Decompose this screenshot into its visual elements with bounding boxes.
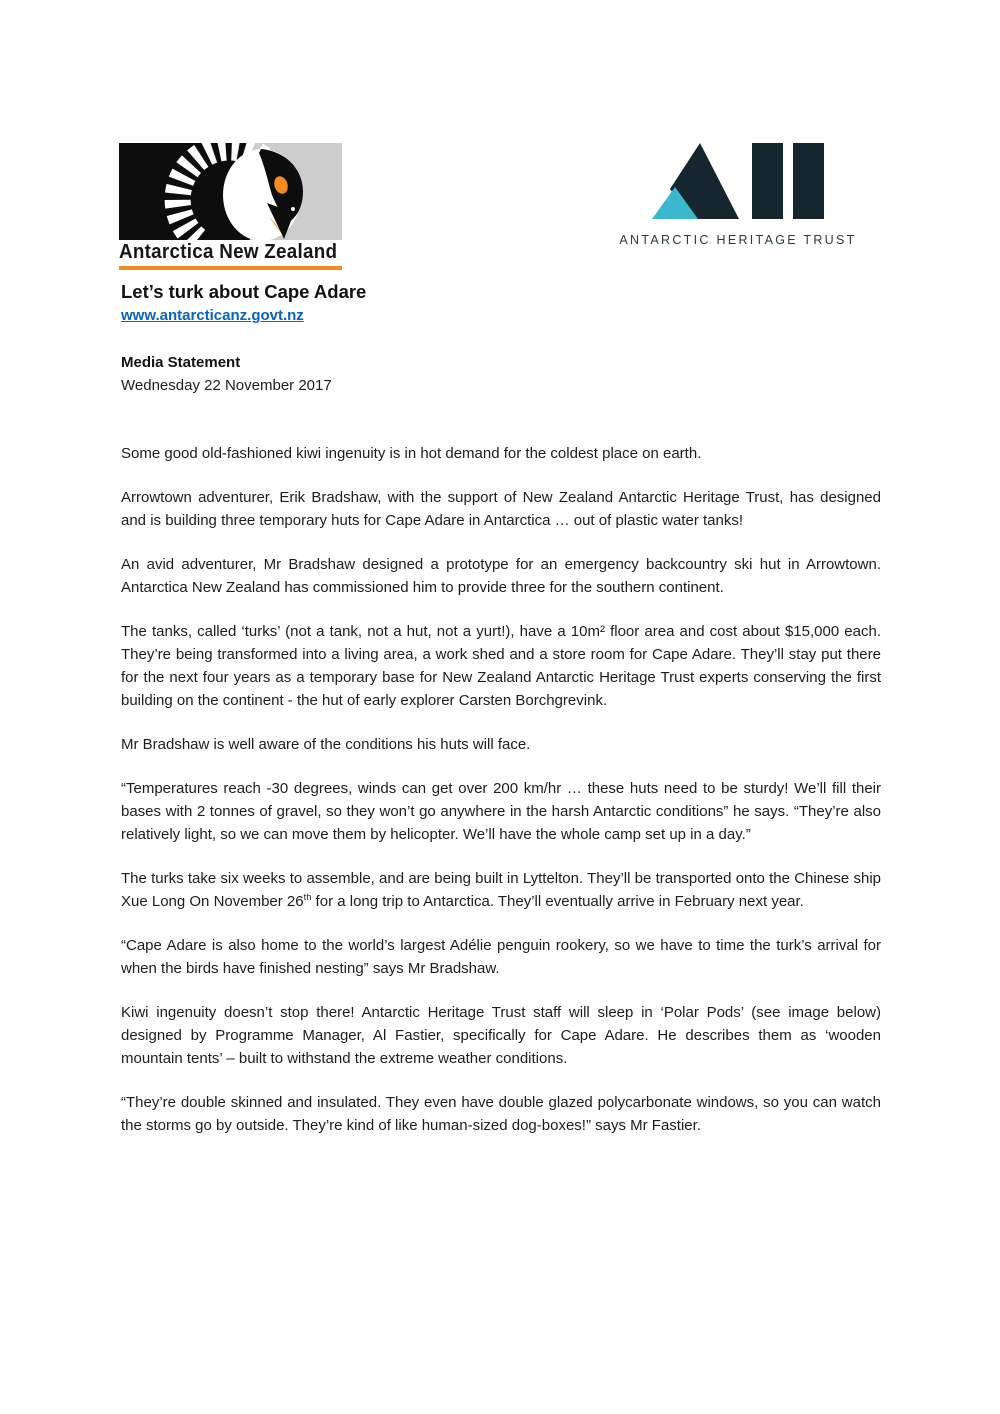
aht-logo-icon	[652, 143, 824, 220]
penguin-logo-icon	[119, 143, 342, 240]
body-paragraph: “They’re double skinned and insulated. They even have double glazed polycarbonate windows, so you can watch the storms go by outside. They’re kind of like human-sized dog-boxes!” says Mr Fastier.	[121, 1094, 881, 1134]
paragraph-text: The turks take six weeks to assemble, and are being built in Lyttelton. They’ll be transported onto the Chinese ship Xue Long On November 26	[121, 870, 881, 910]
body-paragraph: Kiwi ingenuity doesn’t stop there! Antarctic Heritage Trust staff will sleep in ‘Polar Pods’ (see image below) designed by Programme Manager, Al Fastier, specifically for Cape Adare. He describes them as ‘wooden mountain tents’ – built to withstand the extreme weather conditions.	[121, 1004, 881, 1067]
body-paragraph: “Cape Adare is also home to the world’s largest Adélie penguin rookery, so we have to time the turk’s arrival for when the birds have finished nesting” says Mr Bradshaw.	[121, 937, 881, 977]
page-title: Let’s turk about Cape Adare	[121, 281, 367, 302]
body-paragraph: Arrowtown adventurer, Erik Bradshaw, with the support of New Zealand Antarctic Heritage Trust, has designed and is building three temporary huts for Cape Adare in Antarctica … out of plastic water tanks!	[121, 489, 881, 529]
document-content	[121, 281, 881, 1137]
statement-date: Wednesday 22 November 2017	[121, 377, 332, 394]
antarctica-nz-logo	[119, 143, 342, 270]
ordinal-superscript: th	[303, 892, 312, 902]
anz-logo-underline	[119, 266, 342, 270]
anz-logo-wordmark: Antarctica New Zealand	[119, 241, 338, 263]
body-paragraph: An avid adventurer, Mr Bradshaw designed a prototype for an emergency backcountry ski hut in Arrowtown. Antarctica New Zealand has commissioned him to provide three for the southern continent.	[121, 556, 881, 596]
antarctic-heritage-trust-logo	[618, 143, 858, 247]
paragraph-text: for a long trip to Antarctica. They’ll eventually arrive in February next year.	[311, 893, 804, 910]
body-paragraph: Mr Bradshaw is well aware of the conditions his huts will face.	[121, 736, 531, 753]
media-statement-label: Media Statement	[121, 354, 241, 371]
body-paragraph: Some good old-fashioned kiwi ingenuity is in hot demand for the coldest place on earth.	[121, 445, 702, 462]
aht-logo-wordmark: ANTARCTIC HERITAGE TRUST	[619, 233, 857, 247]
body-paragraph: The tanks, called ‘turks’ (not a tank, not a hut, not a yurt!), have a 10m² floor area and cost about $15,000 each. They’re being transformed into a living area, a work shed and a store room for Cape Adare. They’ll stay put there for the next four years as a temporary base for New Zealand Antarctic Heritage Trust experts conserving the first building on the continent - the hut of early explorer Carsten Borchgrevink.	[121, 623, 881, 709]
body-paragraph: “Temperatures reach -30 degrees, winds can get over 200 km/hr … these huts need to be sturdy! We’ll fill their bases with 2 tonnes of gravel, so they won’t go anywhere in the harsh Antarctic conditions” he says. “They’re also relatively light, so we can move them by helicopter. We’ll have the whole camp set up in a day.”	[121, 780, 881, 843]
body-paragraph	[121, 867, 881, 913]
website-link[interactable]: www.antarcticanz.govt.nz	[121, 307, 304, 324]
